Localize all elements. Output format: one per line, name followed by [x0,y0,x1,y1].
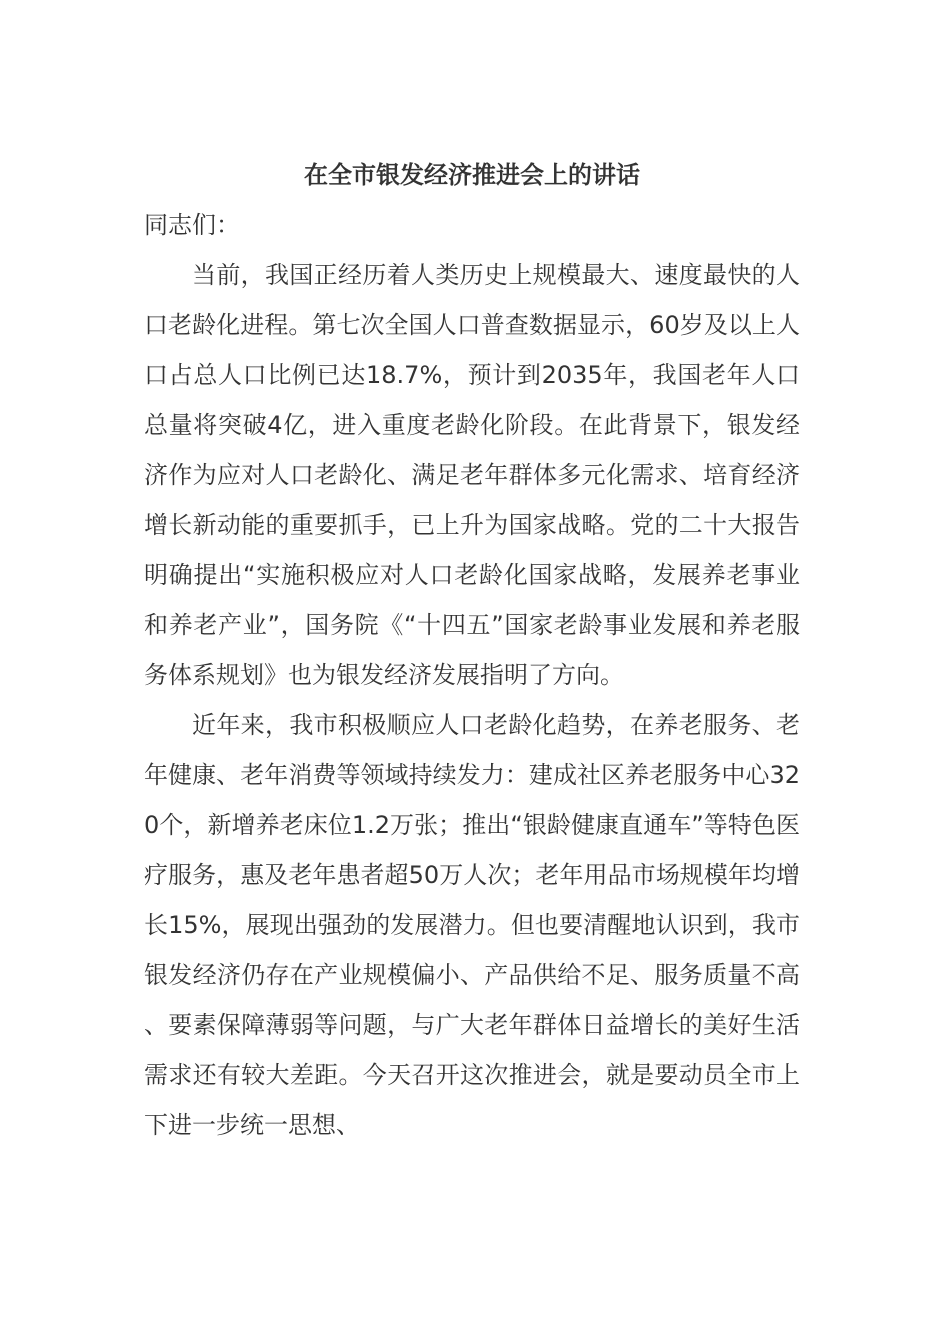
salutation: 同志们： [144,211,240,239]
document-page [144,150,800,1150]
document-title: 在全市银发经济推进会上的讲话 [304,161,640,189]
paragraph-1: 当前，我国正经历着人类历史上规模最大、速度最快的人口老龄化进程。第七次全国人口普查数据显示，60岁及以上人口占总人口比例已达18.7%，预计到2035年，我国老年人口总量将突破4亿，进入重度老龄化阶段。在此背景下，银发经济作为应对人口老龄化、满足老年群体多元化需求、培育经济增长新动能的重要抓手，已上升为国家战略。党的二十大报告明确提出“实施积极应对人口老龄化国家战略，发展养老事业和养老产业”，国务院《“十四五”国家老龄事业发展和养老服务体系规划》也为银发经济发展指明了方向。 [144,261,800,689]
paragraph-2: 近年来，我市积极顺应人口老龄化趋势，在养老服务、老年健康、老年消费等领域持续发力：建成社区养老服务中心320个，新增养老床位1.2万张；推出“银龄健康直通车”等特色医疗服务，惠及老年患者超50万人次；老年用品市场规模年均增长15%，展现出强劲的发展潜力。但也要清醒地认识到，我市银发经济仍存在产业规模偏小、产品供给不足、服务质量不高、要素保障薄弱等问题，与广大老年群体日益增长的美好生活需求还有较大差距。今天召开这次推进会，就是要动员全市上下进一步统一思想、 [144,711,800,1139]
